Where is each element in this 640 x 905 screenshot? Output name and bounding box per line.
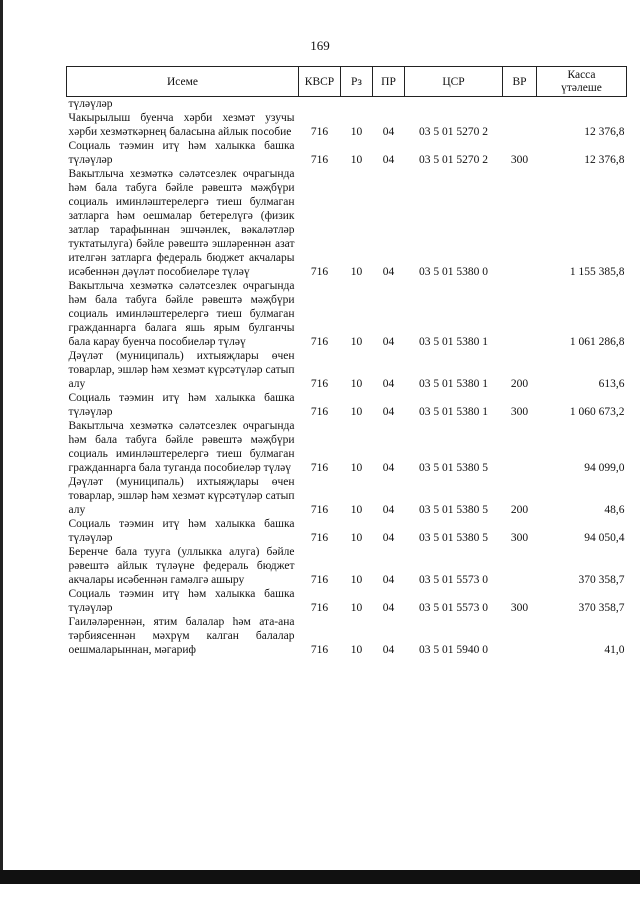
cell-vr: 200 bbox=[510, 378, 529, 390]
table-row bbox=[67, 97, 627, 112]
table-row bbox=[67, 279, 627, 349]
table-row bbox=[67, 517, 627, 545]
table-row bbox=[67, 349, 627, 391]
cell-sum: 12 376,8 bbox=[584, 126, 625, 138]
cell-rz: 10 bbox=[350, 602, 363, 614]
cell-pr: 04 bbox=[382, 126, 395, 138]
scan-left-edge bbox=[0, 0, 3, 870]
table-row bbox=[67, 167, 627, 279]
cell-kvsr: 716 bbox=[310, 336, 329, 348]
cell-name: Вакытлыча хезмәткә сәләтсезлек очрагында һәм бала табуга бәйле рәвештә мәҗбүри социаль иминләштерелергә тиеш булмаган гражданнарга балага яшь ярым булганчы бала карау буенча пособиеләр түләү bbox=[68, 280, 295, 348]
cell-rz: 10 bbox=[350, 336, 363, 348]
cell-name: Чакырылыш буенча хәрби хезмәт узучы хәрби хезмәткәрнең баласына айлык пособие bbox=[68, 112, 295, 138]
cell-rz: 10 bbox=[350, 126, 363, 138]
cell-csr: 03 5 01 5380 5 bbox=[419, 462, 488, 474]
cell-kvsr: 716 bbox=[310, 126, 329, 138]
header-pr: ПР bbox=[373, 67, 405, 97]
cell-pr: 04 bbox=[382, 532, 395, 544]
cell-kvsr: 716 bbox=[310, 532, 329, 544]
cell-pr: 04 bbox=[382, 406, 395, 418]
cell-sum: 1 061 286,8 bbox=[569, 336, 625, 348]
cell-pr: 04 bbox=[382, 462, 395, 474]
cell-kvsr: 716 bbox=[310, 406, 329, 418]
cell-name: Дәүләт (муниципаль) ихтыяҗлары өчен товарлар, эшләр һәм хезмәт күрсәтүләр сатып алу bbox=[68, 350, 295, 390]
cell-name: Социаль тәэмин итү һәм халыкка башка түләүләр bbox=[68, 392, 295, 418]
table-row bbox=[67, 545, 627, 587]
cell-kvsr: 716 bbox=[310, 644, 329, 656]
cell-sum bbox=[537, 97, 627, 112]
budget-table bbox=[66, 66, 627, 657]
cell-sum: 41,0 bbox=[604, 644, 625, 656]
cell-vr: 200 bbox=[510, 504, 529, 516]
cell-vr: 300 bbox=[510, 532, 529, 544]
cell-pr: 04 bbox=[382, 602, 395, 614]
cell-sum: 94 099,0 bbox=[584, 462, 625, 474]
cell-csr: 03 5 01 5380 0 bbox=[419, 266, 488, 278]
header-vr: ВР bbox=[503, 67, 537, 97]
cell-sum: 48,6 bbox=[604, 504, 625, 516]
cell-rz bbox=[341, 97, 373, 112]
page-number: 169 bbox=[310, 38, 330, 53]
cell-name: Социаль тәэмин итү һәм халыкка башка түләүләр bbox=[68, 588, 295, 614]
cell-csr: 03 5 01 5380 1 bbox=[419, 336, 488, 348]
scan-bottom-edge bbox=[0, 870, 640, 884]
table-body bbox=[67, 97, 627, 658]
cell-rz: 10 bbox=[350, 154, 363, 166]
cell-name: Беренче бала туугa (уллыкка алуга) бәйле рәвештә айлык түләүне федераль бюджет акчалары исәбеннән гамәлгә ашыру bbox=[68, 546, 295, 586]
cell-csr: 03 5 01 5270 2 bbox=[419, 126, 488, 138]
cell-sum: 370 358,7 bbox=[578, 602, 625, 614]
header-kvsr: КВСР bbox=[299, 67, 341, 97]
table-header-row bbox=[67, 67, 627, 97]
cell-pr bbox=[373, 97, 405, 112]
cell-rz: 10 bbox=[350, 532, 363, 544]
cell-name: Вакытлыча хезмәткә сәләтсезлек очрагында һәм бала табуга бәйле рәвештә мәҗбүри социаль иминләштерелергә тиеш булмаган затларга һәм оешмалар бетерелүгә (физик затлар тарафыннан эшчәнлек, вәкаләтләр туктатылуга) бәйле рәвештә эшләреннән азат ителгән затларга федераль бюджет акчалары исәбеннән дәүләт пособиеләре түләү bbox=[68, 168, 295, 278]
cell-pr: 04 bbox=[382, 266, 395, 278]
header-csr: ЦСР bbox=[405, 67, 503, 97]
cell-csr: 03 5 01 5380 5 bbox=[419, 532, 488, 544]
table-row bbox=[67, 419, 627, 475]
cell-rz: 10 bbox=[350, 504, 363, 516]
cell-csr: 03 5 01 5270 2 bbox=[419, 154, 488, 166]
cell-name: Гаиләләреннән, ятим балалар һәм ата-ана тәрбиясеннән мәхрүм калган балалар оешмаларыннан, мәгариф bbox=[68, 616, 295, 656]
header-sum-line1: Касса bbox=[567, 68, 596, 81]
table-row bbox=[67, 475, 627, 517]
cell-rz: 10 bbox=[350, 574, 363, 586]
cell-vr: 300 bbox=[510, 154, 529, 166]
cell-vr bbox=[503, 279, 537, 349]
cell-name: Социаль тәэмин итү һәм халыкка башка түләүләр bbox=[68, 518, 295, 544]
cell-sum: 370 358,7 bbox=[578, 574, 625, 586]
cell-sum: 1 155 385,8 bbox=[569, 266, 625, 278]
cell-sum: 613,6 bbox=[598, 378, 625, 390]
table-row bbox=[67, 615, 627, 657]
cell-kvsr: 716 bbox=[310, 602, 329, 614]
cell-rz: 10 bbox=[350, 462, 363, 474]
cell-csr: 03 5 01 5573 0 bbox=[419, 574, 488, 586]
cell-csr: 03 5 01 5380 5 bbox=[419, 504, 488, 516]
cell-csr: 03 5 01 5380 1 bbox=[419, 378, 488, 390]
cell-csr bbox=[405, 97, 503, 112]
cell-kvsr: 716 bbox=[310, 266, 329, 278]
table-row bbox=[67, 587, 627, 615]
cell-rz: 10 bbox=[350, 406, 363, 418]
cell-vr: 300 bbox=[510, 406, 529, 418]
cell-sum: 12 376,8 bbox=[584, 154, 625, 166]
cell-pr: 04 bbox=[382, 154, 395, 166]
cell-rz: 10 bbox=[350, 266, 363, 278]
header-name: Исеме bbox=[67, 67, 299, 97]
cell-csr: 03 5 01 5380 1 bbox=[419, 406, 488, 418]
cell-csr: 03 5 01 5573 0 bbox=[419, 602, 488, 614]
cell-vr bbox=[503, 97, 537, 112]
cell-vr bbox=[503, 111, 537, 139]
cell-name: Дәүләт (муниципаль) ихтыяҗлары өчен товарлар, эшләр һәм хезмәт күрсәтүләр сатып алу bbox=[68, 476, 295, 516]
cell-kvsr bbox=[299, 97, 341, 112]
header-rz: Рз bbox=[341, 67, 373, 97]
cell-csr: 03 5 01 5940 0 bbox=[419, 644, 488, 656]
cell-pr: 04 bbox=[382, 644, 395, 656]
cell-vr bbox=[503, 167, 537, 279]
cell-kvsr: 716 bbox=[310, 154, 329, 166]
cell-name: түләүләр bbox=[68, 98, 113, 110]
cell-name: Социаль тәэмин итү һәм халыкка башка түләүләр bbox=[68, 140, 295, 166]
header-sum bbox=[537, 67, 627, 97]
cell-pr: 04 bbox=[382, 378, 395, 390]
cell-kvsr: 716 bbox=[310, 504, 329, 516]
budget-table-wrapper bbox=[66, 66, 626, 657]
cell-vr bbox=[503, 545, 537, 587]
table-row bbox=[67, 111, 627, 139]
table-row bbox=[67, 391, 627, 419]
cell-name: Вакытлыча хезмәткә сәләтсезлек очрагында һәм бала табуга бәйле рәвештә мәҗбүри социаль иминләштерелергә тиеш булмаган гражданнарга бала туганда пособиеләр түләү bbox=[68, 420, 295, 474]
cell-rz: 10 bbox=[350, 378, 363, 390]
cell-pr: 04 bbox=[382, 574, 395, 586]
header-sum-line2: үтәлеше bbox=[561, 81, 602, 94]
cell-pr: 04 bbox=[382, 504, 395, 516]
cell-sum: 1 060 673,2 bbox=[569, 406, 625, 418]
cell-kvsr: 716 bbox=[310, 462, 329, 474]
cell-vr bbox=[503, 419, 537, 475]
cell-vr: 300 bbox=[510, 602, 529, 614]
cell-kvsr: 716 bbox=[310, 378, 329, 390]
cell-sum: 94 050,4 bbox=[584, 532, 625, 544]
cell-pr: 04 bbox=[382, 336, 395, 348]
table-row bbox=[67, 139, 627, 167]
cell-kvsr: 716 bbox=[310, 574, 329, 586]
cell-rz: 10 bbox=[350, 644, 363, 656]
cell-vr bbox=[503, 615, 537, 657]
